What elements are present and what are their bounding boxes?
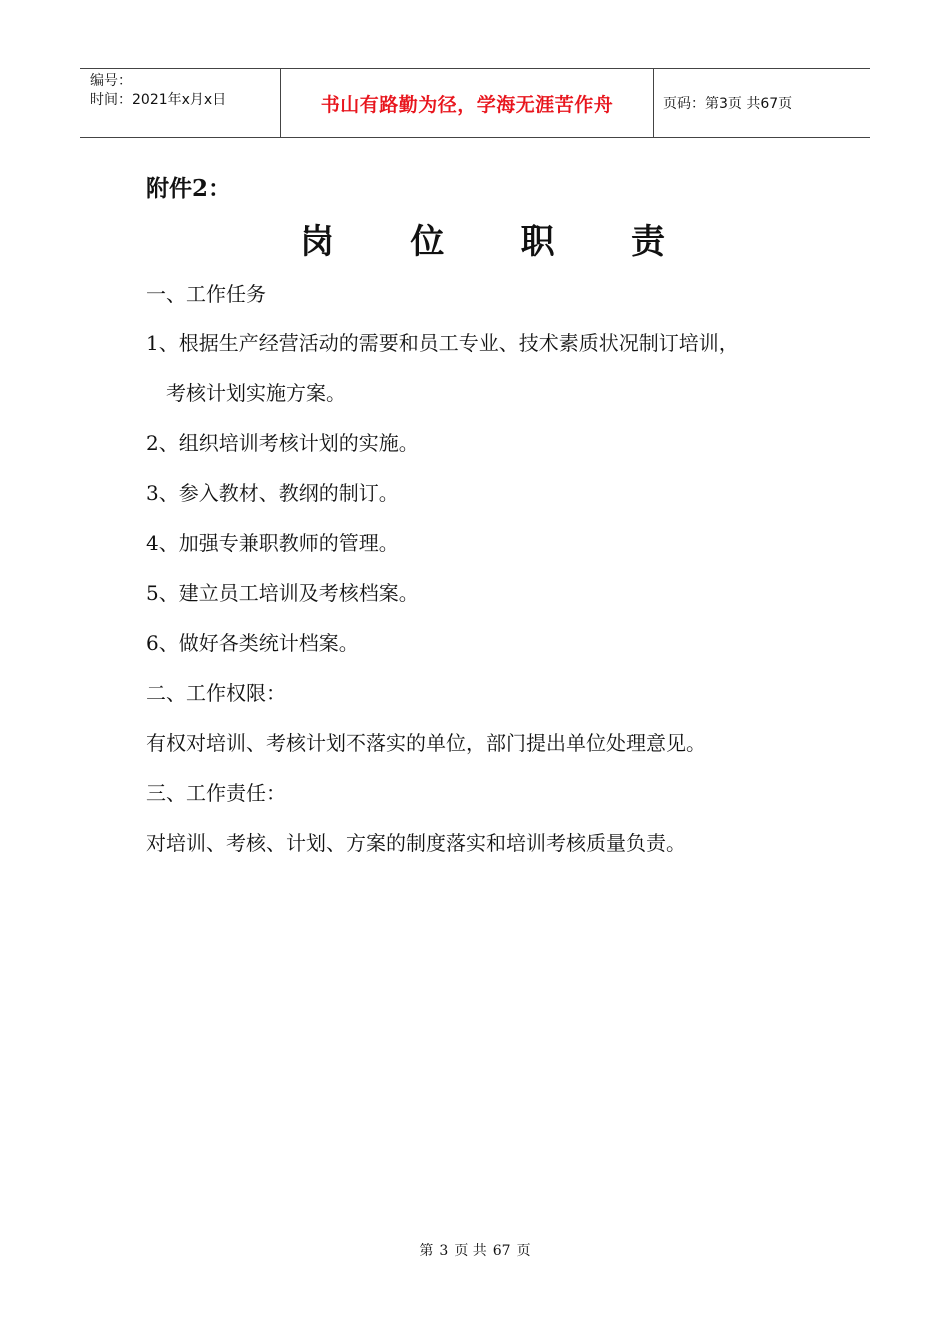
task-item-2: 2、组织培训考核计划的实施。 — [146, 431, 419, 455]
document-number-label: 编号： — [90, 73, 132, 89]
header-motto: 书山有路勤为径，学海无涯苦作舟 — [320, 93, 614, 116]
page-title — [300, 214, 665, 263]
title-char-3: 职 — [520, 222, 555, 262]
footer-total-pages: 67 — [492, 1243, 511, 1259]
page-header — [80, 68, 870, 138]
footer-prefix: 第 — [419, 1243, 434, 1259]
header-page-cell — [654, 69, 870, 137]
task-item-3: 3、参入教材、教纲的制订。 — [146, 481, 399, 505]
title-char-2: 位 — [410, 222, 445, 262]
task-item-1: 1、根据生产经营活动的需要和员工专业、技术素质状况制订培训， — [146, 331, 739, 355]
attachment-label: 附件2： — [146, 175, 232, 202]
header-meta-cell — [80, 69, 281, 137]
task-item-6: 6、做好各类统计档案。 — [146, 631, 359, 655]
task-item-5: 5、建立员工培训及考核档案。 — [146, 581, 419, 605]
section-heading-authority: 二、工作权限： — [146, 681, 286, 705]
task-item-1-continued: 考核计划实施方案。 — [166, 381, 346, 405]
document-date: 时间：2021年x月x日 — [90, 92, 227, 108]
authority-text: 有权对培训、考核计划不落实的单位，部门提出单位处理意见。 — [146, 731, 706, 755]
header-motto-cell — [281, 69, 654, 137]
responsibility-text: 对培训、考核、计划、方案的制度落实和培训考核质量负责。 — [146, 831, 686, 855]
title-char-4: 责 — [630, 222, 665, 262]
title-char-1: 岗 — [300, 222, 334, 262]
task-item-4: 4、加强专兼职教师的管理。 — [146, 531, 399, 555]
section-heading-responsibility: 三、工作责任： — [146, 781, 286, 805]
section-heading-tasks: 一、工作任务 — [146, 282, 266, 306]
footer-page-number: 3 — [439, 1243, 449, 1259]
page-footer — [0, 1240, 950, 1260]
header-page-info: 页码：第3页 共67页 — [663, 96, 793, 112]
footer-suffix: 页 — [516, 1243, 531, 1259]
footer-mid: 页 共 — [454, 1243, 487, 1259]
